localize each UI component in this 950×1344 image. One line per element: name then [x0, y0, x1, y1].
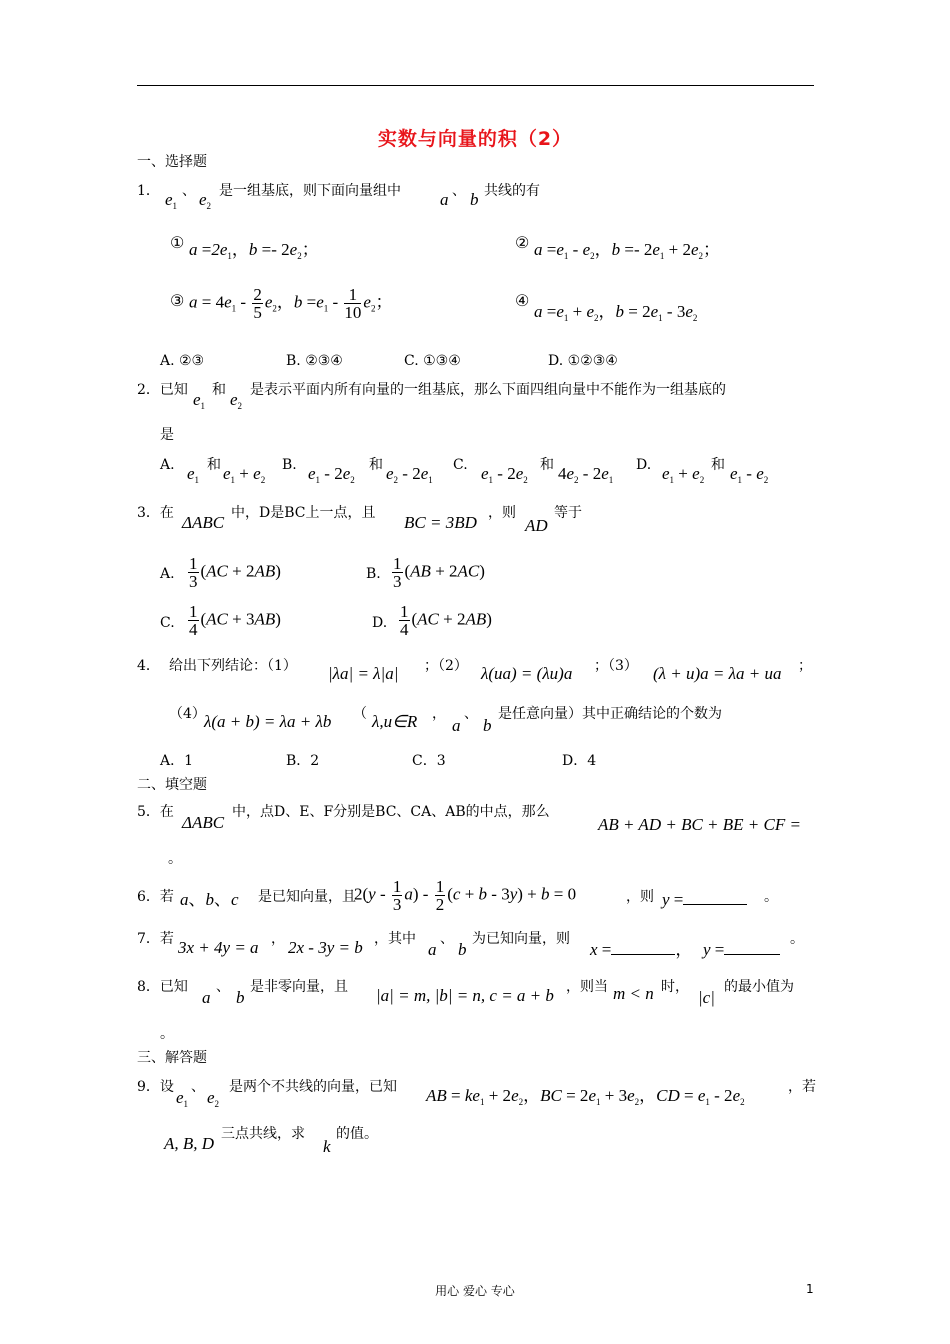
q9-m1: AB = $ke_1 + 2e_2$，BC = $2e_1 + 3e_2$，CD = $e_1 - 2e_2$: [426, 1086, 745, 1107]
q6-text2: ，则: [626, 889, 654, 905]
q9-number: 9．设: [137, 1079, 174, 1095]
q4-t4: ；: [798, 658, 812, 674]
q4-choice-b: B．2: [286, 753, 320, 769]
q2-text2: 是: [160, 427, 174, 443]
q1-option3-math: $a = 4e_1$ - $\frac{2}{5}$ $e_2$，$b =e_1$ - $\frac{1}{10}$ $e_2$；: [189, 285, 393, 322]
q1-text2: 共线的有: [484, 183, 540, 199]
q7-y-blank[interactable]: [724, 940, 780, 955]
q8-m3: |c|: [698, 988, 715, 1007]
q8-b: b: [236, 988, 245, 1007]
q7-a: a: [428, 940, 437, 959]
section-heading-choice: 一、选择题: [137, 154, 207, 170]
q6-text1: 是已知向量，且: [258, 889, 356, 905]
q7-end: 。: [790, 931, 804, 947]
q9-e2: $e_2$: [207, 1088, 220, 1109]
q2-d-math2: $e_1 - e_2$: [730, 464, 769, 485]
q9-m3: k: [323, 1137, 331, 1156]
q4-m3: (λ + u)a = λa + ua: [653, 664, 782, 683]
q2-d-label: D.: [636, 457, 652, 473]
q2-e2: $e_2$: [230, 390, 243, 411]
q2-text: 是表示平面内所有向量的一组基底，那么下面四组向量中不能作为一组基底的: [250, 382, 726, 398]
q3-b-math: $\frac{1}{3}$ (AB + 2AC): [393, 554, 485, 591]
q5-end: 。: [168, 851, 182, 867]
q2-c-he: 和: [540, 457, 554, 473]
q4-t2: ；（2）: [424, 658, 468, 674]
q7-t2: ，其中: [374, 931, 416, 947]
q8-number: 8．已知: [137, 979, 188, 995]
q3-a-label: A.: [160, 566, 175, 582]
q4-m4: λ(a + b) = λa + λb: [204, 712, 332, 731]
q7-t1: ，: [271, 931, 285, 947]
q8-t3: 时，: [661, 979, 689, 995]
q8-a: a: [202, 988, 211, 1007]
q1-option1-math: $a =2e_1$，$b =- 2e_2$；: [189, 240, 319, 261]
q8-end: 。: [160, 1026, 174, 1042]
q3-d-label: D.: [372, 615, 388, 631]
q2-b-he: 和: [369, 457, 383, 473]
q3-c-label: C.: [160, 615, 175, 631]
q2-b-math1: $e_1 - 2e_2$: [308, 464, 355, 485]
q5-expr: AB + AD + BC + BE + CF =: [598, 815, 801, 834]
q9-e1: $e_1$: [176, 1088, 189, 1109]
q1-option3-label: ③: [170, 291, 185, 310]
q4-sep: 、: [464, 706, 478, 722]
q2-b-math2: $e_2 - 2e_1$: [386, 464, 433, 485]
q4-a: a: [452, 716, 461, 735]
q2-a-label: A.: [160, 457, 175, 473]
section-heading-solve: 三、解答题: [137, 1050, 207, 1066]
q4-t8: 是任意向量）其中正确结论的个数为: [498, 706, 722, 722]
q2-he: 和: [212, 382, 226, 398]
q2-e1: $e_1$: [193, 390, 206, 411]
q7-m1: 3x + 4y = a: [178, 938, 259, 957]
q4-choice-c: C．3: [412, 753, 446, 769]
q8-t4: 的最小值为: [724, 979, 794, 995]
q3-c-math: $\frac{1}{4}$ (AC + 3AB): [189, 602, 281, 639]
q4-number: 4．: [137, 658, 160, 674]
q4-m1: |λa| = λ|a|: [328, 664, 399, 683]
q3-text3: 等于: [554, 505, 582, 521]
q1-choice-d: D. ①②③④: [548, 353, 618, 369]
q1-choice-b: B. ②③④: [286, 353, 343, 369]
q1-option2-label: ②: [515, 233, 530, 252]
q2-c-math1: $e_1 - 2e_2$: [481, 464, 528, 485]
q1-e2: $e_2$: [199, 190, 212, 211]
q9-m2: A, B, D: [164, 1134, 215, 1153]
q4-t3: ；（3）: [594, 658, 638, 674]
q1-b: b: [470, 190, 479, 209]
q1-e1: $e_1$: [165, 190, 178, 211]
q1-sep: 、: [182, 183, 196, 199]
q4-t7: ，: [432, 706, 446, 722]
q5-number: 5．在: [137, 804, 174, 820]
q7-sep: 、: [440, 931, 454, 947]
q4-choice-d: D．4: [562, 753, 597, 769]
page-title: 实数与向量的积（2）: [377, 128, 573, 150]
q3-text2: ，则: [488, 505, 516, 521]
q3-number: 3．在: [137, 505, 174, 521]
q9-t1: 是两个不共线的向量，已知: [229, 1079, 397, 1095]
q9-t2: ，若: [788, 1079, 816, 1095]
q1-choice-a: A. ②③: [160, 353, 205, 369]
q3-triangle: ΔABC: [182, 513, 225, 532]
q9-t3: 三点共线，求: [221, 1126, 305, 1142]
q7-x-blank[interactable]: [611, 940, 675, 955]
section-heading-fill: 二、填空题: [137, 777, 207, 793]
header-rule: [137, 85, 814, 86]
q5-triangle: ΔABC: [182, 813, 225, 832]
q6-equation: 2(y - $\frac{1}{3}$ a) - $\frac{1}{2}$ (c + b - 3y) + b = 0: [354, 877, 577, 914]
q1-option4-label: ④: [515, 291, 530, 310]
q1-option1-label: ①: [170, 233, 185, 252]
q6-number: 6．若: [137, 889, 174, 905]
q4-choice-a: A．1: [160, 753, 194, 769]
q9-sep: 、: [191, 1079, 205, 1095]
q8-m2: m < n: [613, 984, 654, 1003]
q8-m1: |a| = m, |b| = n, c = a + b: [376, 986, 554, 1005]
q5-text1: 中，点D、E、F分别是BC、CA、AB的中点，那么: [232, 804, 550, 820]
q2-d-he: 和: [711, 457, 725, 473]
q3-a-math: $\frac{1}{3}$ (AC + 2AB): [189, 554, 281, 591]
q8-sep: 、: [216, 979, 230, 995]
q1-sep2: 、: [452, 183, 466, 199]
q8-t1: 是非零向量，且: [250, 979, 348, 995]
q1-number: 1．: [137, 183, 160, 199]
q6-vectors: a、b、c: [180, 890, 239, 909]
q2-a-he: 和: [207, 457, 221, 473]
q4-t5: （4）: [169, 706, 206, 722]
q1-choice-c: C. ①③④: [404, 353, 461, 369]
q7-t3: 为已知向量，则: [472, 931, 570, 947]
q8-t2: ，则当: [566, 979, 608, 995]
q2-a-math2: $e_1 + e_2$: [223, 464, 266, 485]
q4-m2: λ(ua) = (λu)a: [481, 664, 573, 683]
q7-m2: 2x - 3y = b: [288, 938, 363, 957]
q2-d-math1: $e_1 + e_2$: [662, 464, 705, 485]
q2-number: 2．已知: [137, 382, 188, 398]
page-number: 1: [806, 1282, 814, 1296]
q1-option4-math: $a =e_1 + e_2$，$b = 2e_1 - 3e_2$: [534, 302, 698, 323]
q7-b: b: [458, 940, 467, 959]
q2-c-math2: $4e_2 - 2e_1$: [558, 464, 614, 485]
q2-a-math1: $e_1$: [187, 464, 200, 485]
footer-slogan: 用心 爱心 专心: [435, 1284, 515, 1298]
q3-b-label: B.: [366, 566, 381, 582]
q6-blank[interactable]: [683, 890, 747, 905]
q7-y-answer: y =: [703, 940, 780, 960]
q4-m5: λ,u∈R: [372, 712, 418, 731]
q1-text1: 是一组基底，则下面向量组中: [219, 183, 401, 199]
q2-b-label: B.: [282, 457, 297, 473]
q3-text1: 中，D是BC上一点，且: [231, 505, 376, 521]
q3-condition: BC = 3BD: [404, 513, 477, 532]
q6-answer: y =: [662, 890, 747, 910]
q4-t6: （: [353, 706, 367, 722]
q3-ad: AD: [525, 516, 548, 535]
q7-number: 7．若: [137, 931, 174, 947]
q2-c-label: C.: [453, 457, 468, 473]
q3-d-math: $\frac{1}{4}$ (AC + 2AB): [400, 602, 492, 639]
q4-text: 给出下列结论：（1）: [169, 658, 297, 674]
q1-option2-math: $a =e_1 - e_2$，$b =- 2e_1 + 2e_2$；: [534, 240, 721, 261]
q1-a: a: [440, 190, 449, 209]
q7-x-answer: x = ，: [590, 940, 693, 959]
q4-b: b: [483, 716, 492, 735]
q9-t4: 的值。: [336, 1126, 378, 1142]
q6-end: 。: [764, 889, 778, 905]
